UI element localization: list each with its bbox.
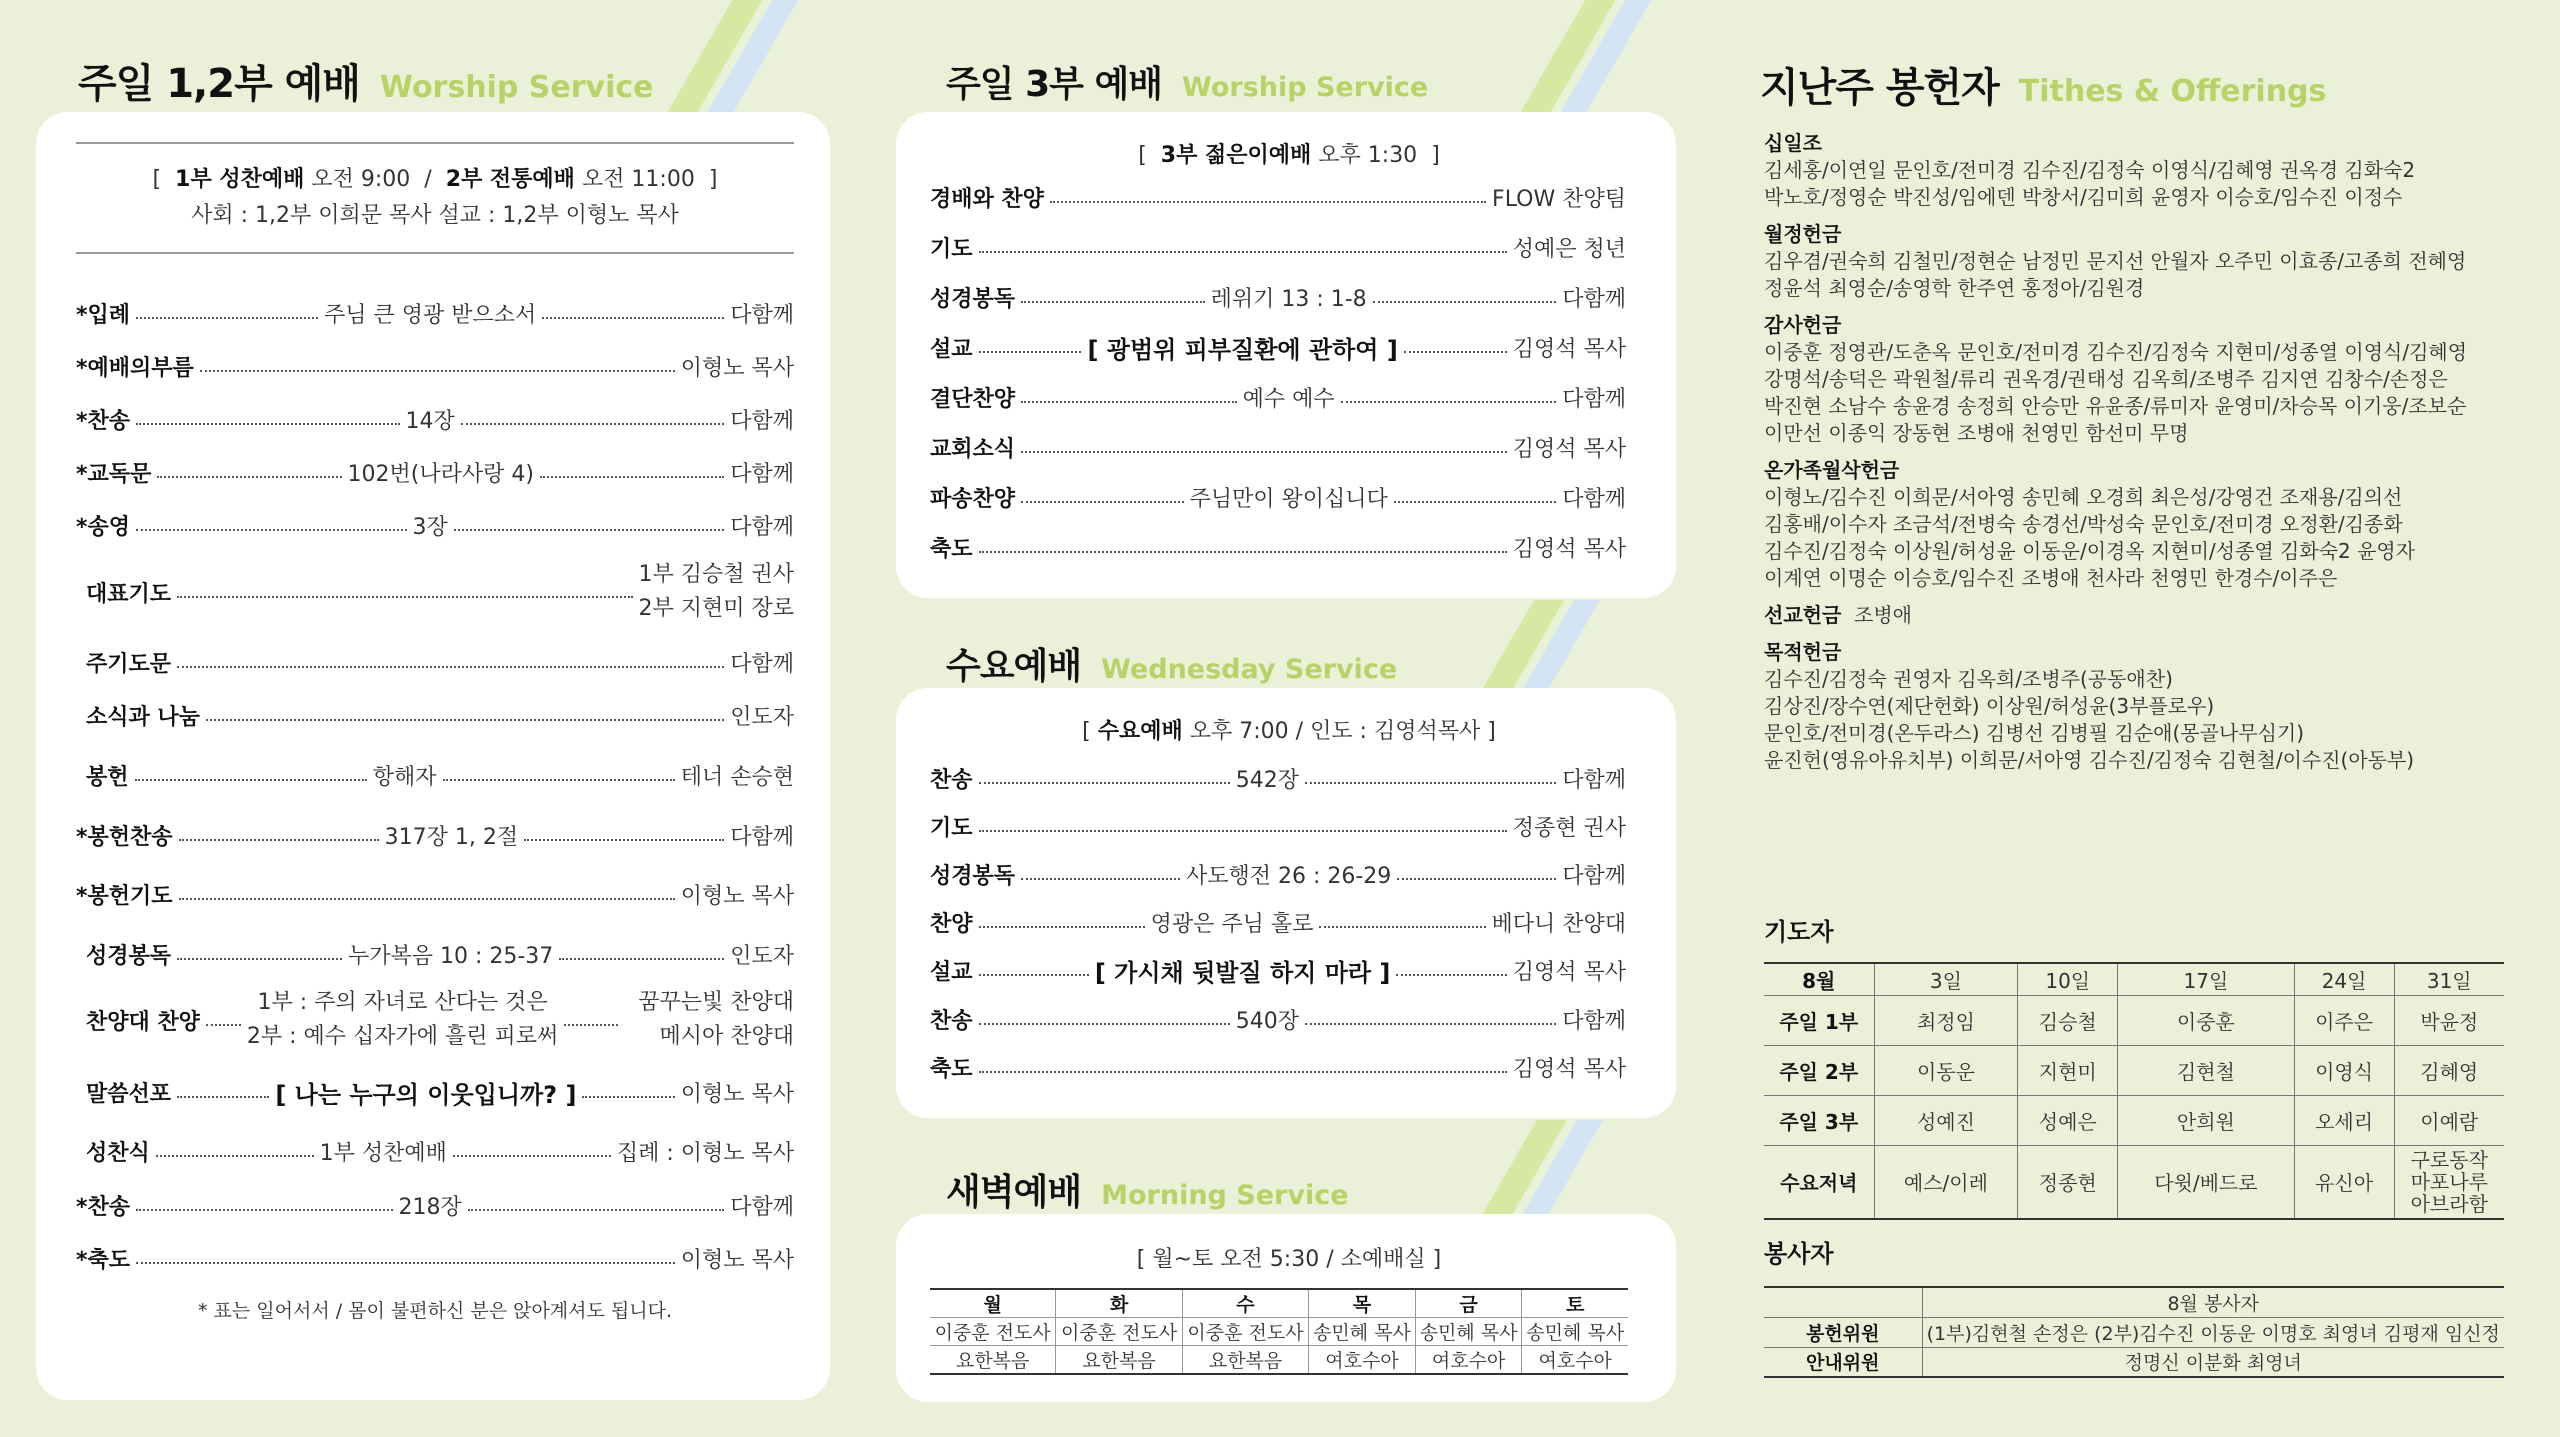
offering-line: 정윤석 최영순/송영학 한주연 홍정아/김원경	[1764, 276, 2145, 300]
order-row	[930, 180, 1626, 214]
order-leader: 다함께	[730, 651, 794, 677]
leader-dots	[582, 1096, 674, 1098]
leader-dots	[157, 476, 341, 478]
order-content: 1부 : 주의 자녀로 산다는 것은	[257, 990, 548, 1015]
leader-dots	[179, 898, 675, 900]
offering-line: 윤진헌(영유아유치부) 이희문/서아영 김수진/김정숙 김현철/이수진(아동부)	[1764, 748, 2415, 772]
order-row	[930, 430, 1626, 464]
order-row	[86, 645, 794, 679]
order-leader: 다함께	[1562, 1008, 1626, 1034]
standing-note: * 표는 일어서서 / 몸이 불편하신 분은 앉아계셔도 됩니다.	[197, 1300, 673, 1322]
order-leader-pair	[638, 986, 794, 1054]
order-leader: 정종현 권사	[1512, 815, 1626, 841]
order-leader: 김영석 목사	[1512, 436, 1626, 462]
role-cell: 안내위원	[1764, 1347, 1922, 1377]
offering-line: 김세홍/이연일 문인호/전미경 김수진/김정숙 이영식/김혜영 권옥경 김화숙2	[1764, 158, 2416, 182]
service-cell: 주일 2부	[1764, 1045, 1874, 1095]
order-label: 파송찬양	[930, 486, 1016, 512]
sunday12-title	[78, 52, 653, 109]
wednesday-title-ko: 수요예배	[946, 646, 1082, 687]
leader-dots	[1050, 201, 1486, 203]
order-row	[86, 698, 794, 732]
order-label: *축도	[76, 1247, 131, 1273]
order-content: 항해자	[372, 764, 437, 790]
leader-dots	[1404, 351, 1507, 353]
dawn-table	[930, 1288, 1628, 1375]
leader-dots	[979, 351, 1082, 353]
order-leader: 다함께	[1562, 386, 1627, 412]
order-label: *예배의부름	[76, 355, 194, 381]
order-row	[930, 530, 1626, 564]
leader-dots	[468, 1209, 724, 1211]
leader-dots	[1305, 782, 1556, 784]
order-row	[930, 280, 1626, 314]
sunday3-title	[946, 56, 1428, 107]
offering-line: 김수진/김정숙 이상원/허성윤 이동운/이경옥 지현미/성종열 김화숙2 윤영자	[1764, 539, 2416, 563]
order-row	[76, 1241, 794, 1275]
order-content: 542장	[1235, 767, 1299, 793]
leader-dots	[979, 830, 1507, 832]
leader-dots	[979, 782, 1230, 784]
name-cell: 김승철	[2018, 995, 2118, 1045]
day-cell: 월	[930, 1289, 1056, 1318]
offering-line: 박노호/정영순 박진성/임에덴 박창서/김미희 윤영자 이승호/임수진 이정수	[1764, 185, 2403, 209]
dawn-title-en: Morning Service	[1101, 1180, 1349, 1211]
order-label: 소식과 나눔	[86, 704, 200, 730]
order-row	[930, 480, 1626, 514]
day-cell: 토	[1566, 1294, 1585, 1316]
order-row	[86, 1134, 794, 1168]
order-label: 축도	[930, 1056, 973, 1082]
order-leader: 이형노 목사	[680, 355, 794, 381]
volunteers-title: 봉사자	[1764, 1240, 1834, 1268]
volunteers-table	[1764, 1286, 2504, 1378]
tithes-title-ko: 지난주 봉헌자	[1760, 65, 1999, 111]
offering-heading: 십일조	[1764, 131, 1822, 155]
wednesday-time: 오후 7:00 / 인도 : 김영석목사	[1189, 719, 1481, 744]
leader-cell: 이중훈 전도사	[930, 1318, 1056, 1346]
order-row	[930, 761, 1626, 795]
order-leader: 꿈꾸는빛 찬양대	[638, 990, 794, 1015]
offering-heading: 감사헌금	[1764, 313, 1842, 337]
bracket-open: [	[1082, 719, 1091, 744]
order-row	[86, 1075, 794, 1109]
service-cell: 주일 3부	[1764, 1095, 1874, 1145]
offering-heading: 선교헌금	[1764, 603, 1842, 627]
offering-line: 이형노/김수진 이희문/서아영 송민혜 오경희 최은성/강영건 조재용/김의선	[1764, 485, 2403, 509]
order-row	[76, 296, 794, 330]
sunday12-title-ko: 주일 1,2부 예배	[78, 61, 360, 107]
order-leader: 집례 : 이형노 목사	[616, 1140, 794, 1166]
name-cell: 성예진	[1874, 1095, 2018, 1145]
leader-dots	[177, 958, 342, 960]
offering-line: 조병애	[1854, 603, 1912, 627]
order-label: *봉헌찬송	[76, 824, 173, 850]
leader-dots	[200, 370, 675, 372]
name-cell: 유신아	[2294, 1145, 2394, 1219]
wednesday-header	[930, 714, 1648, 745]
leader-dots	[453, 1155, 611, 1157]
order-content: 540장	[1235, 1008, 1299, 1034]
leader-dots	[1319, 926, 1485, 928]
order-label: *교독문	[76, 461, 152, 487]
leader-dots	[1305, 1023, 1556, 1025]
date-cell: 10일	[2018, 963, 2118, 995]
service-cell: 수요저녁	[1764, 1145, 1874, 1219]
name-cell: 안희원	[2118, 1095, 2295, 1145]
name-cell: 이예람	[2420, 1109, 2479, 1134]
order-leader: 다함께	[730, 514, 794, 540]
sunday3-header	[930, 138, 1648, 169]
order-label: 성찬식	[86, 1140, 150, 1166]
order-leader: FLOW 찬양팀	[1492, 186, 1626, 212]
leader-dots	[979, 551, 1507, 553]
month-cell: 8월	[1764, 963, 1874, 995]
leader-cell: 이중훈 전도사	[1056, 1318, 1182, 1346]
order-label: 경배와 찬양	[930, 186, 1044, 212]
order-leader: 베다니 찬양대	[1491, 911, 1627, 937]
order-row	[930, 1050, 1626, 1084]
order-label: 설교	[930, 959, 973, 985]
order-row	[76, 402, 794, 436]
leader-dots	[136, 317, 318, 319]
order-row	[930, 809, 1626, 843]
name-cell: 이주은	[2294, 995, 2394, 1045]
order-leader-pair	[639, 558, 795, 626]
dawn-title	[946, 1164, 1349, 1215]
order-leader: 김영석 목사	[1512, 1056, 1626, 1082]
order-content: 주님만이 왕이십니다	[1189, 486, 1388, 512]
tithes-list	[1764, 130, 2467, 774]
leader-cell: 송민혜 목사	[1526, 1322, 1625, 1344]
order-row	[930, 230, 1626, 264]
date-cell: 24일	[2294, 963, 2394, 995]
leader-dots	[156, 1155, 314, 1157]
order-row	[930, 953, 1626, 987]
order-row	[930, 330, 1626, 364]
order-leader: 이형노 목사	[680, 883, 794, 909]
leader-dots	[979, 926, 1145, 928]
order-label: 찬양대 찬양	[86, 1009, 200, 1035]
service2-name: 2부 전통예배	[445, 167, 575, 192]
order-row	[86, 758, 794, 792]
order-content: 사도행전 26 : 26-29	[1185, 863, 1392, 889]
order-row	[76, 508, 794, 542]
order-label: *찬송	[76, 408, 131, 434]
leader-dots	[206, 1024, 241, 1026]
book-cell: 요한복음	[1056, 1346, 1182, 1375]
order-row	[86, 986, 794, 1054]
order-leader: 다함께	[730, 408, 794, 434]
leader-dots	[461, 423, 724, 425]
order-label: 성경봉독	[86, 943, 172, 969]
order-content: 102번(나라사랑 4)	[347, 461, 534, 487]
leader-dots	[136, 423, 399, 425]
name-cell: 이동운	[1874, 1045, 2018, 1095]
sunday3-title-ko: 주일 3부 예배	[946, 64, 1162, 105]
order-label: 성경봉독	[930, 863, 1016, 889]
order-row	[930, 380, 1626, 414]
service3-name: 3부 젊은이예배	[1160, 143, 1312, 168]
leader-dots	[979, 1071, 1507, 1073]
bracket-close: ]	[1487, 719, 1496, 744]
order-leader: 다함께	[1562, 767, 1626, 793]
leader-dots	[136, 1209, 392, 1211]
order-label: *찬송	[76, 1194, 131, 1220]
order-leader: 다함께	[730, 1194, 794, 1220]
order-label: 주기도문	[86, 651, 172, 677]
order-label: *입례	[76, 302, 131, 328]
book-cell: 여호수아	[1415, 1346, 1522, 1375]
order-leader: 김영석 목사	[1512, 536, 1626, 562]
order-leader: 다함께	[1562, 863, 1627, 889]
book-cell: 여호수아	[1538, 1350, 1612, 1372]
order-leader: 테너 손승현	[680, 764, 795, 790]
offering-line: 강명석/송덕은 곽원철/류리 권옥경/권태성 김옥희/조병주 김지연 김창수/손정은	[1764, 367, 2448, 391]
leader-dots	[979, 974, 1089, 976]
leader-dots	[206, 719, 724, 721]
name-cell: 김혜영	[2420, 1059, 2479, 1084]
order-label: 봉헌	[86, 764, 129, 790]
leader-dots	[136, 529, 406, 531]
leader-dots	[979, 251, 1507, 253]
leader-dots	[179, 839, 379, 841]
leader-dots	[1341, 401, 1557, 403]
wednesday-service-name: 수요예배	[1097, 719, 1183, 744]
sunday12-title-en: Worship Service	[379, 70, 654, 105]
sunday12-header	[76, 162, 794, 193]
order-label: 기도	[930, 815, 973, 841]
leader-dots	[559, 958, 724, 960]
order-leader: 다함께	[730, 461, 795, 487]
date-cell: 3일	[1874, 963, 2018, 995]
order-content: 2부 : 예수 십자가에 흘린 피로써	[246, 1024, 559, 1049]
offering-line: 김홍배/이수자 조금석/전병숙 송경선/박성숙 문인호/전미경 오정환/김종화	[1764, 512, 2403, 536]
prayer-title: 기도자	[1764, 918, 1834, 946]
order-label: 설교	[930, 336, 973, 362]
service2-time: 오전 11:00	[581, 167, 695, 192]
tithes-title-en: Tithes & Offerings	[2018, 74, 2327, 109]
order-content: 주님 큰 영광 받으소서	[324, 302, 537, 328]
sermon-title: [ 가시채 뒷발질 하지 마라 ]	[1094, 958, 1391, 987]
order-content-pair	[247, 986, 558, 1054]
order-label: 찬송	[930, 1008, 973, 1034]
order-row	[76, 1188, 794, 1222]
name-cell: 김현철	[2118, 1045, 2295, 1095]
offering-line: 이만선 이종익 장동현 조병애 천영민 함선미 무명	[1764, 421, 2189, 445]
leader-dots	[1373, 301, 1557, 303]
bracket-open: [	[1138, 143, 1147, 168]
order-label: 결단찬양	[930, 386, 1016, 412]
order-row	[76, 455, 794, 489]
order-content: 3장	[412, 514, 448, 540]
day-cell: 수	[1182, 1289, 1308, 1318]
order-row	[76, 877, 794, 911]
name-cell: 최정임	[1874, 995, 2018, 1045]
leader-cell: 이중훈 전도사	[1182, 1318, 1308, 1346]
leader-dots	[136, 1262, 675, 1264]
offering-line: 이계연 이명순 이승호/임수진 조병애 천사라 천영민 한경수/이주은	[1764, 566, 2338, 590]
order-row	[76, 349, 794, 383]
leader-dots	[1021, 451, 1507, 453]
dawn-header: [ 월~토 오전 5:30 / 소예배실 ]	[1136, 1247, 1442, 1272]
order-leader: 메시아 찬양대	[659, 1024, 794, 1049]
name-cell: 오세리	[2294, 1095, 2394, 1145]
order-content: 218장	[398, 1194, 462, 1220]
name-cell: 구로동작 마포나루 아브라함	[2410, 1147, 2488, 1216]
leader-cell: 송민혜 목사	[1309, 1318, 1416, 1346]
order-leader: 인도자	[730, 704, 794, 730]
prayer-table	[1764, 962, 2504, 1220]
order-label: *봉헌기도	[76, 883, 173, 909]
name-cell: 예스/이레	[1874, 1145, 2018, 1219]
dawn-title-ko: 새벽예배	[946, 1172, 1082, 1213]
service1-time: 오전 9:00	[311, 167, 411, 192]
order-content: 영광은 주님 홀로	[1150, 911, 1314, 937]
name-cell: 정종현	[2018, 1145, 2118, 1219]
order-leader: 1부 김승철 권사	[638, 562, 794, 587]
service1-name: 1부 성찬예배	[175, 167, 305, 192]
tithes-title	[1760, 56, 2326, 113]
offering-heading: 온가족월삭헌금	[1764, 458, 1900, 482]
sunday3-title-en: Worship Service	[1182, 72, 1429, 103]
bracket-close: ]	[1431, 143, 1440, 168]
leader-dots	[542, 317, 724, 319]
order-leader: 다함께	[1562, 286, 1627, 312]
order-content: 예수 예수	[1242, 386, 1335, 412]
leader-dots	[564, 1024, 618, 1026]
offering-line: 박진현 소남수 송윤경 송정희 안승만 유윤종/류미자 윤영미/차승목 이기웅/조보순	[1764, 394, 2467, 418]
order-label: 기도	[930, 236, 973, 262]
order-leader: 성예은 청년	[1512, 236, 1626, 262]
sunday12-leaders: 사회 : 1,2부 이희문 목사 설교 : 1,2부 이형노 목사	[191, 203, 679, 228]
order-leader: 김영석 목사	[1512, 959, 1626, 985]
order-label: 말씀선포	[86, 1081, 172, 1107]
order-content: 317장 1, 2절	[384, 824, 519, 850]
leader-dots	[1021, 878, 1180, 880]
sermon-title: [ 나는 누구의 이웃입니까? ]	[275, 1080, 577, 1109]
order-label: 찬송	[930, 767, 973, 793]
bracket-close: ]	[708, 167, 718, 192]
leader-dots	[177, 1096, 269, 1098]
name-cell: 박윤정	[2420, 1009, 2479, 1034]
name-cell: 다윗/베드로	[2118, 1145, 2295, 1219]
leader-cell: 송민혜 목사	[1415, 1318, 1522, 1346]
order-leader: 다함께	[730, 824, 795, 850]
order-content: 레위기 13 : 1-8	[1210, 286, 1367, 312]
leader-dots	[524, 839, 724, 841]
name-cell: 지현미	[2018, 1045, 2118, 1095]
service3-time: 오후 1:30	[1318, 143, 1418, 168]
order-leader: 2부 지현미 장로	[638, 596, 794, 621]
leader-dots	[177, 666, 724, 668]
leader-dots	[1021, 501, 1183, 503]
leader-dots	[1021, 301, 1205, 303]
wednesday-title-en: Wednesday Service	[1101, 654, 1398, 685]
order-row	[76, 818, 794, 852]
leader-dots	[1396, 974, 1506, 976]
leader-dots	[177, 596, 632, 598]
order-leader: 다함께	[730, 302, 794, 328]
name-cell: 이중훈	[2118, 995, 2295, 1045]
service-cell: 주일 1부	[1764, 995, 1874, 1045]
order-row	[930, 1002, 1626, 1036]
order-content: 누가복음 10 : 25-37	[347, 943, 554, 969]
order-leader: 이형노 목사	[680, 1247, 794, 1273]
sermon-title: [ 광범위 피부질환에 관하여 ]	[1087, 335, 1398, 364]
day-cell: 화	[1056, 1289, 1182, 1318]
separator: /	[424, 167, 432, 192]
divider	[76, 142, 794, 144]
role-cell: 봉헌위원	[1764, 1317, 1922, 1347]
book-cell: 여호수아	[1309, 1346, 1416, 1375]
order-label: 대표기도	[86, 581, 172, 607]
order-label: 축도	[930, 536, 973, 562]
offering-line: 김상진/장수연(제단헌화) 이상원/허성윤(3부플로우)	[1764, 694, 2215, 718]
book-cell: 요한복음	[1182, 1346, 1308, 1375]
order-label: 성경봉독	[930, 286, 1016, 312]
leader-dots	[443, 779, 675, 781]
order-row	[86, 558, 794, 626]
name-cell: 성예은	[2018, 1095, 2118, 1145]
order-label: *송영	[76, 514, 131, 540]
order-leader: 이형노 목사	[680, 1081, 794, 1107]
name-cell: 이영식	[2294, 1045, 2394, 1095]
leader-dots	[540, 476, 724, 478]
offering-line: 김우겸/권숙희 김철민/정현순 남정민 문지선 안월자 오주민 이효종/고종희 전혜영	[1764, 249, 2467, 273]
date-cell: 31일	[2426, 968, 2472, 993]
leader-dots	[135, 779, 367, 781]
offering-line: 문인호/전미경(온두라스) 김병선 김병필 김순애(몽골나무심기)	[1764, 721, 2305, 745]
order-leader: 인도자	[730, 943, 795, 969]
day-cell: 금	[1415, 1289, 1522, 1318]
order-leader: 김영석 목사	[1512, 336, 1627, 362]
leader-dots	[1394, 501, 1556, 503]
leader-dots	[979, 1023, 1230, 1025]
order-label: 찬양	[930, 911, 973, 937]
book-cell: 요한복음	[930, 1346, 1056, 1375]
bracket-open: [	[152, 167, 162, 192]
order-label: 교회소식	[930, 436, 1016, 462]
offering-heading: 월정헌금	[1764, 222, 1842, 246]
wednesday-title	[946, 638, 1397, 689]
leader-dots	[1021, 401, 1237, 403]
volunteer-names: 정명신 이분화 최영녀	[2124, 1352, 2302, 1375]
day-cell: 목	[1309, 1289, 1416, 1318]
order-row	[930, 857, 1626, 891]
order-row	[930, 905, 1626, 939]
offering-line: 김수진/김정숙 권영자 김옥희/조병주(공동애찬)	[1764, 667, 2173, 691]
date-cell: 17일	[2118, 963, 2295, 995]
order-content: 14장	[405, 408, 455, 434]
leader-dots	[1397, 878, 1556, 880]
order-row	[86, 937, 794, 971]
offering-heading: 목적헌금	[1764, 640, 1842, 664]
mission-offering	[1764, 602, 2467, 629]
volunteer-names: (1부)김현철 손정은 (2부)김수진 이동운 이명호 최영녀 김평재 임신정	[1926, 1322, 2500, 1345]
empty-cell	[1764, 1287, 1922, 1317]
divider	[76, 252, 794, 254]
leader-dots	[454, 529, 724, 531]
volunteer-header: 8월 봉사자	[2167, 1292, 2260, 1315]
order-content: 1부 성찬예배	[319, 1140, 447, 1166]
order-leader: 다함께	[1562, 486, 1627, 512]
offering-line: 이중훈 정영관/도춘옥 문인호/전미경 김수진/김정숙 지현미/성종열 이영식/김혜영	[1764, 340, 2468, 364]
